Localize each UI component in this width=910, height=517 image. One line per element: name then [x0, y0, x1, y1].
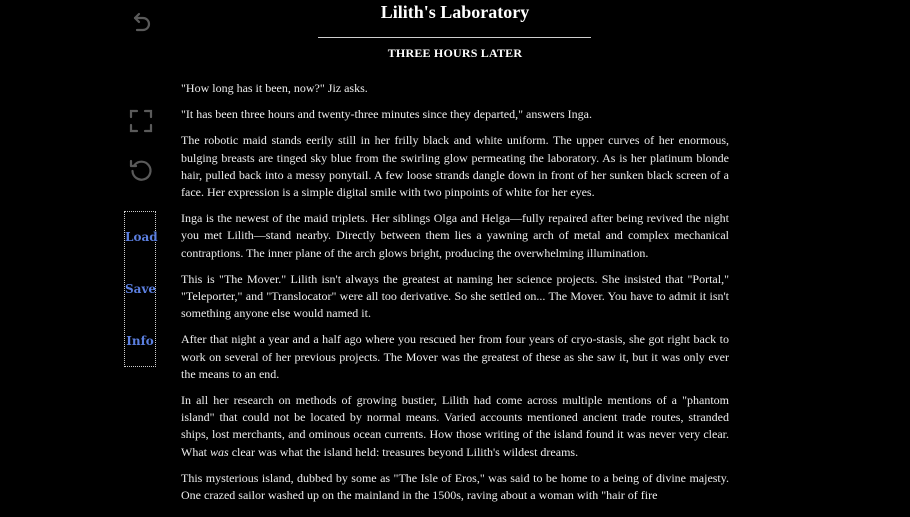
- story-text: In all her research on methods of growing bustier, Lilith had come across multiple mentions of a "phantom island" that could not be located by normal means. Varied accounts mentioned ancient trade routes, stranded ships, lost merchants, and ominous ocean currents. How those writing of the island found it was never very clear. What: [181, 393, 729, 459]
- scene-heading: THREE HOURS LATER: [387, 46, 523, 60]
- story-paragraph: "It has been three hours and twenty-three minutes since they departed," answers Inga.: [181, 107, 592, 122]
- story-paragraph: After that night a year and a half ago where you rescued her from four years of cryo-stasis, she got right back to work on several of her previous projects. The Mover was the greatest of these as she saw it, but it was only ever the means to an end.: [181, 332, 729, 381]
- save-load-menu: [124, 211, 156, 367]
- restart-icon[interactable]: [127, 156, 155, 184]
- page-title: Lilith's Laboratory: [380, 2, 530, 22]
- story-emphasis: was: [210, 444, 229, 459]
- title-divider: [318, 37, 591, 38]
- load-button[interactable]: Load: [125, 230, 158, 244]
- story-passage: [181, 80, 729, 513]
- story-paragraph: Inga is the newest of the maid triplets. Her siblings Olga and Helga—fully repaired after being revived the night you met Lilith—stand nearby. Directly between them lies a yawning arch of metal and complex mechanical contraptions. The inner plane of the arch glows bright, producing the overwhelming illumination.: [181, 211, 729, 260]
- story-text: clear was what the island held: treasures beyond Lilith's wildest dreams.: [228, 444, 579, 459]
- story-paragraph: [181, 392, 729, 461]
- save-button[interactable]: Save: [125, 282, 157, 296]
- story-paragraph: This mysterious island, dubbed by some as "The Isle of Eros," was said to be home to a being of divine majesty. One crazed sailor washed up on the mainland in the 1500s, raving about a woman with "hair of fire: [181, 470, 729, 503]
- undo-icon[interactable]: [127, 8, 155, 36]
- story-paragraph: This is "The Mover." Lilith isn't always the greatest at naming her science projects. She insisted that "Portal," "Teleporter," and "Translocator" were all too derivative. So she settled on... The Mover. You have to admit it isn't something anyone else would named it.: [181, 271, 729, 321]
- story-paragraph: The robotic maid stands eerily still in her frilly black and white uniform. The upper curves of her enormous, bulging breasts are tinged sky blue from the swirling glow permeating the laboratory. As is her platinum blonde hair, pulled back into a messy ponytail. A few loose strands dangle down in front of her sunken black screen of a face. Her expression is a simple digital smile with two pinpoints of white for her eyes.: [181, 133, 729, 200]
- fullscreen-icon[interactable]: [127, 107, 155, 135]
- info-button[interactable]: Info: [126, 334, 154, 348]
- story-paragraph: "How long has it been, now?" Jiz asks.: [181, 81, 368, 95]
